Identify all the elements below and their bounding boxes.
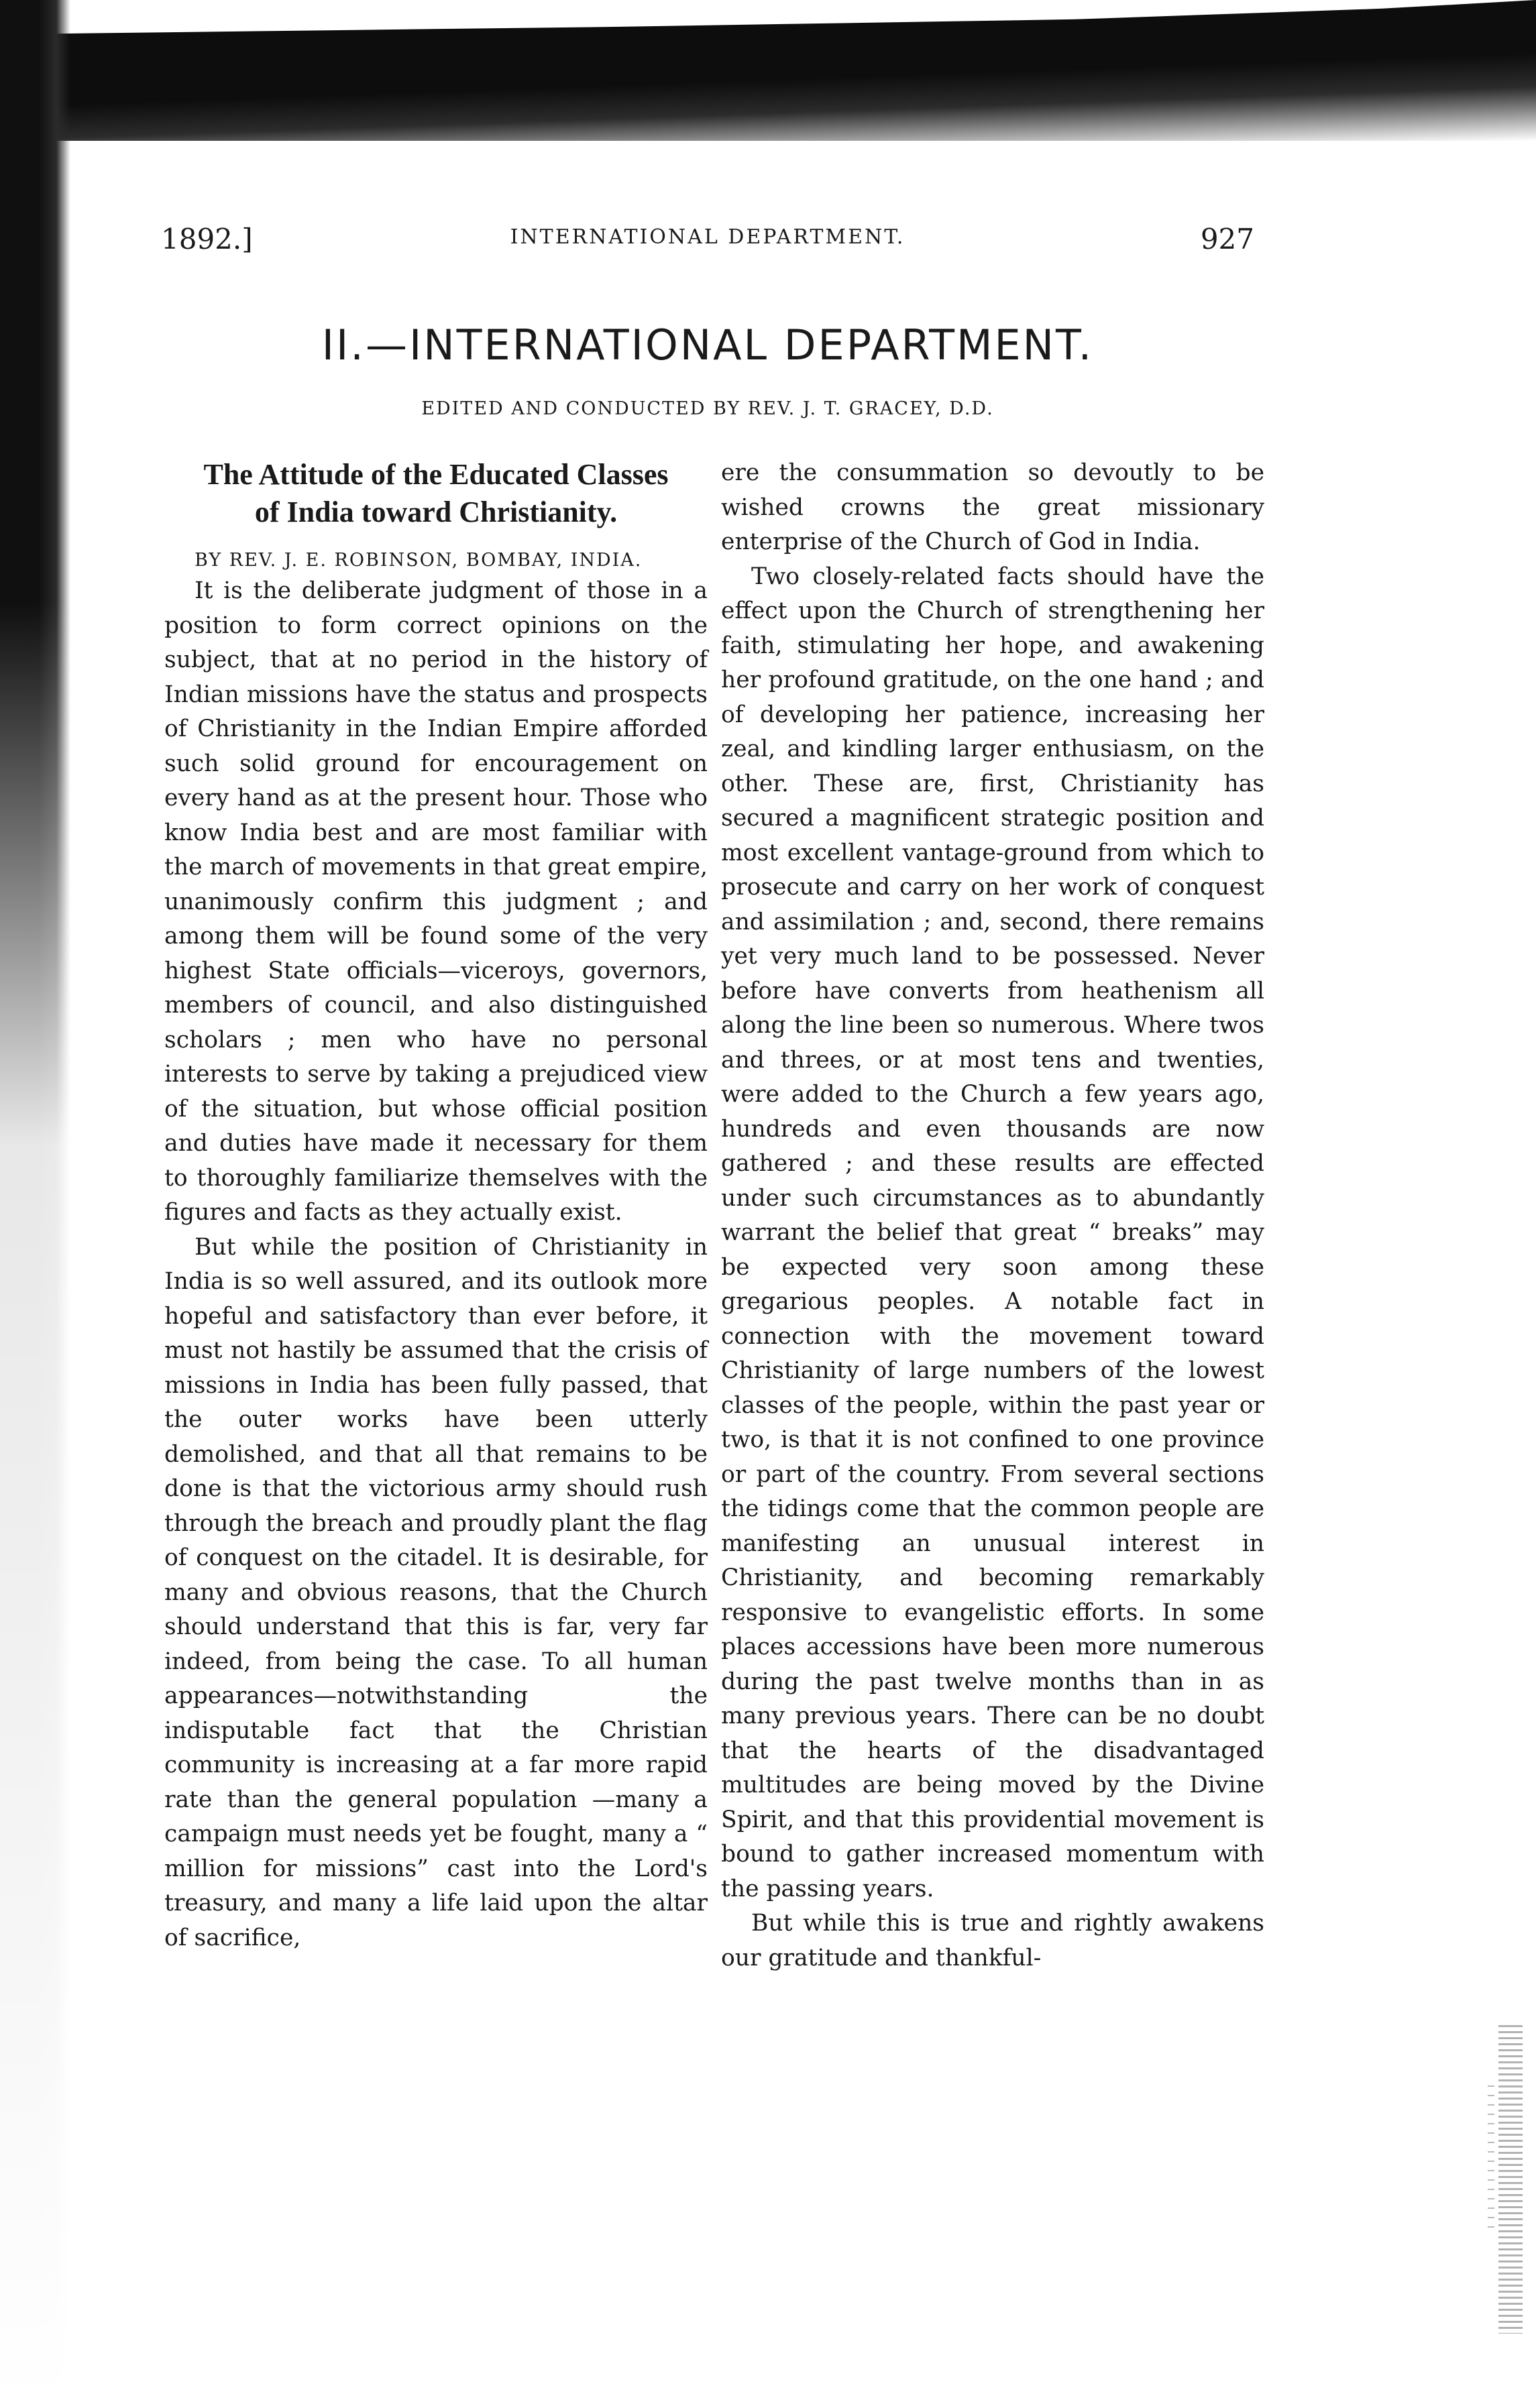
section-title: II.—INTERNATIONAL DEPARTMENT. [321,321,1094,369]
scan-left-fade [0,604,70,2408]
paragraph: But while the position of Christianity in India is so well assured, and its outlook more hopeful and satisfactory than ever before, it must not hastily be assumed that the crisis of missions in India has been fully passed, that the outer works have been utterly demolished, and that all that remains to be done is that the victorious army should rush through the breach and proudly plant the flag of conquest on the citadel. It is desirable, for many and obvious reasons, that the Church should understand that this is far, very far indeed, from being the case. To all human appearances—notwithstanding the indisputable fact that the Christian community is increasing at a far more rapid rate than the general population —many a campaign must needs yet be fought, many a “ million for missions” cast into the Lord's treasury, and many a life laid upon the altar of sacrifice, [164,1233,708,1951]
article-byline: BY REV. J. E. ROBINSON, BOMBAY, INDIA. [195,550,643,571]
binding-marks-secondary [1488,2085,1494,2233]
left-column [164,456,708,1955]
paragraph: But while this is true and rightly awakens our gratitude and thankful- [721,1910,1264,1971]
running-head-year: 1892.] [161,223,253,255]
editor-line: EDITED AND CONDUCTED BY REV. J. T. GRACEY, D.D. [421,398,994,419]
article-title-line-1: The Attitude of the Educated Classes [203,458,669,491]
paragraph: It is the deliberate judgment of those in a position to form correct opinions on the subject, that at no period in the history of Indian missions have the status and prospects of Christianity in the Indian Empire afforded such solid ground for encouragement on every hand as at the present hour. Those who know India best and are most familiar with the march of movements in that great empire, unanimously confirm this judgment ; and among them will be found some of the very highest State officials—viceroys, governors, members of council, and also distinguished scholars ; men who have no personal interests to serve by taking a prejudiced view of the situation, but whose official position and duties have made it necessary for them to thoroughly familiarize themselves with the figures and facts as they actually exist. [164,577,708,1226]
running-head-title: INTERNATIONAL DEPARTMENT. [510,225,906,249]
paragraph: Two closely-related facts should have the effect upon the Church of strengthening her faith, stimulating her hope, and awakening her profound gratitude, on the one hand ; and of developing her patience, increasing her zeal, and kindling larger enthusiasm, on the other. These are, first, Christianity has secured a magnificent strategic position and most excellent vantage-ground from which to prosecute and carry on her work of conquest and assimilation ; and, second, there remains yet very much land to be possessed. Never before have converts from heathenism all along the line been so numerous. Where twos and threes, or at most tens and twenties, were added to the Church a few years ago, hundreds and even thousands are now gathered ; and these results are effected under such circumstances as to abundantly warrant the belief that great “ breaks” may be expected very soon among these gregarious peoples. A notable fact in connection with the movement toward Christianity of large numbers of the lowest classes of the people, within the past year or two, is that it is not confined to one province or part of the country. From several sections the tidings come that the common people are manifesting an unusual interest in Christianity, and becoming remarkably responsive to evangelistic efforts. In some places accessions have been more numerous during the past twelve months than in as many previous years. There can be no doubt that the hearts of the disadvantaged multitudes are being moved by the Divine Spirit, and that this providential movement is bound to gather increased momentum with the passing years. [721,563,1264,1902]
article-title-line-2: of India toward Christianity. [254,496,618,528]
right-column [721,456,1264,1975]
page-number: 927 [1200,223,1254,255]
article-title [164,456,708,531]
running-head [161,223,1254,263]
binding-marks [1498,2025,1523,2334]
paragraph-continued: ere the consummation so devoutly to be wished crowns the great missionary enterprise of the Church of God in India. [721,459,1264,555]
